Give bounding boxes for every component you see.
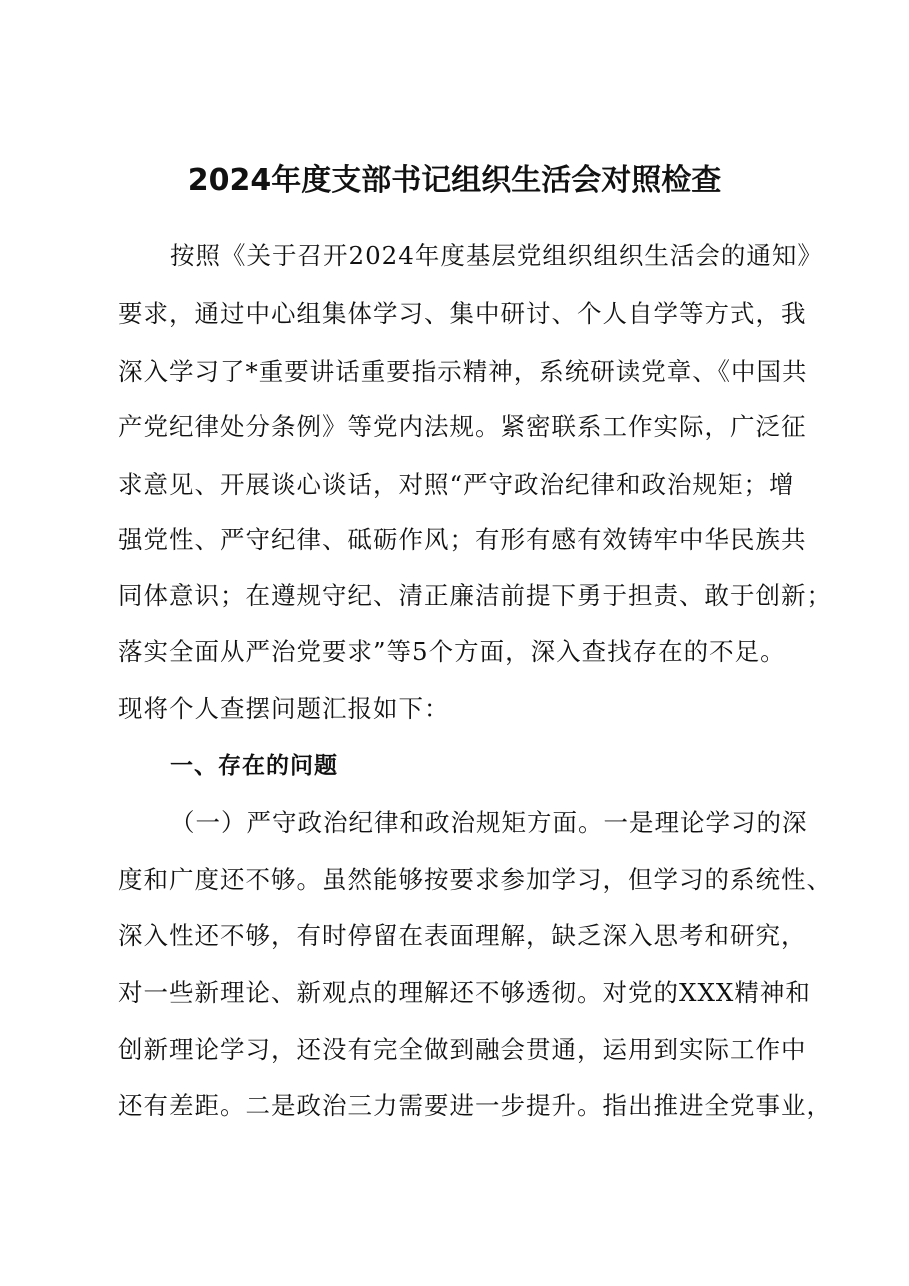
intro-line-5: 求意见、开展谈心谈话，对照“严守政治纪律和政治规矩；增 — [118, 470, 795, 499]
section-line-3: 深入性还不够，有时停留在表面理解，缺乏深入思考和研究， — [118, 921, 807, 950]
intro-line-7: 同体意识；在遵规守纪、清正廉洁前提下勇于担责、敢于创新； — [118, 581, 832, 610]
intro-line-9: 现将个人查摆问题汇报如下： — [118, 694, 450, 723]
intro-line-6: 强党性、严守纪律、砥砺作风；有形有感有效铸牢中华民族共 — [118, 525, 807, 554]
intro-line-8: 落实全面从严治党要求”等5个方面，深入查找存在的不足。 — [118, 637, 786, 666]
section-line-4: 对一些新理论、新观点的理解还不够透彻。对党的XXX精神和 — [118, 978, 811, 1007]
intro-line-2: 要求，通过中心组集体学习、集中研讨、个人自学等方式，我 — [118, 299, 807, 328]
section-heading: 一、存在的问题 — [170, 753, 338, 779]
intro-line-1: 按照《关于召开2024年度基层党组织组织生活会的通知》 — [170, 241, 823, 270]
intro-line-4: 产党纪律处分条例》等党内法规。紧密联系工作实际，广泛征 — [118, 412, 807, 441]
document-title: 2024年度支部书记组织生活会对照检查 — [187, 163, 722, 198]
intro-line-3: 深入学习了*重要讲话重要指示精神，系统研读党章、《中国共 — [118, 357, 808, 386]
section-line-5: 创新理论学习，还没有完全做到融会贯通，运用到实际工作中 — [118, 1035, 807, 1064]
section-line-6: 还有差距。二是政治三力需要进一步提升。指出推进全党事业， — [118, 1091, 832, 1120]
section-line-1: （一）严守政治纪律和政治规矩方面。一是理论学习的深 — [170, 808, 808, 837]
section-line-2: 度和广度还不够。虽然能够按要求参加学习，但学习的系统性、 — [118, 865, 832, 894]
